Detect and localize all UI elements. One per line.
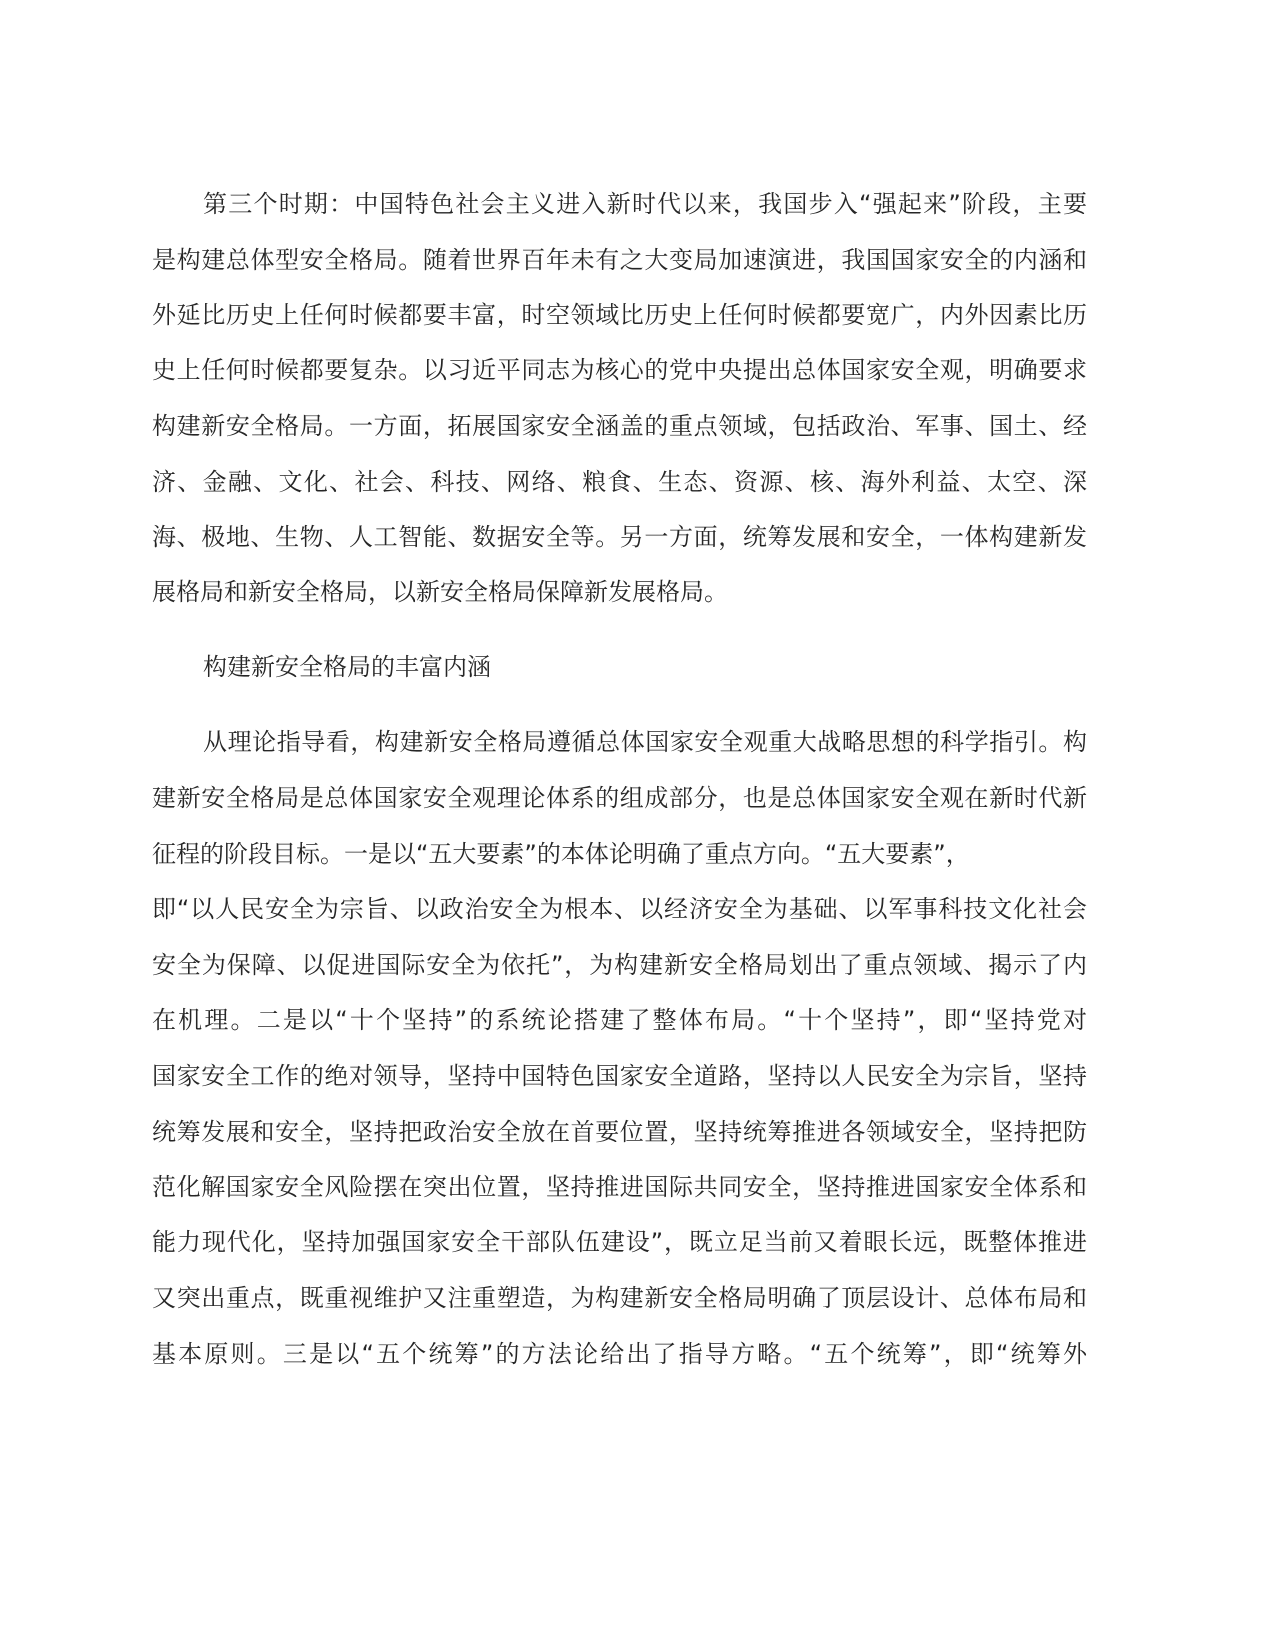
paragraph-line: 在机理。二是以“十个坚持”的系统论搭建了整体布局。“十个坚持”，即“坚持党对 [152,1006,1087,1034]
paragraph-line: 征程的阶段目标。一是以“五大要素”的本体论明确了重点方向。“五大要素”， [152,840,970,868]
paragraph-line: 又突出重点，既重视维护又注重塑造，为构建新安全格局明确了顶层设计、总体布局和 [152,1284,1087,1312]
paragraph-line: 展格局和新安全格局，以新安全格局保障新发展格局。 [152,578,728,606]
paragraph-line: 史上任何时候都要复杂。以习近平同志为核心的党中央提出总体国家安全观，明确要求 [152,356,1087,384]
section-heading: 构建新安全格局的丰富内涵 [203,653,491,681]
paragraph-line: 即“以人民安全为宗旨、以政治安全为根本、以经济安全为基础、以军事科技文化社会 [152,895,1087,923]
paragraph-line: 从理论指导看，构建新安全格局遵循总体国家安全观重大战略思想的科学指引。构 [203,728,1087,756]
paragraph-line: 安全为保障、以促进国际安全为依托”，为构建新安全格局划出了重点领域、揭示了内 [152,951,1087,979]
paragraph-line: 范化解国家安全风险摆在突出位置，坚持推进国际共同安全，坚持推进国家安全体系和 [152,1173,1087,1201]
paragraph-line: 统筹发展和安全，坚持把政治安全放在首要位置，坚持统筹推进各领域安全，坚持把防 [152,1118,1087,1146]
paragraph-line: 基本原则。三是以“五个统筹”的方法论给出了指导方略。“五个统筹”，即“统筹外 [152,1340,1087,1368]
paragraph-line: 外延比历史上任何时候都要丰富，时空领域比历史上任何时候都要宽广，内外因素比历 [152,301,1087,329]
paragraph-line: 构建新安全格局。一方面，拓展国家安全涵盖的重点领域，包括政治、军事、国土、经 [152,412,1087,440]
paragraph-line: 第三个时期：中国特色社会主义进入新时代以来，我国步入“强起来”阶段，主要 [203,190,1087,218]
paragraph-line: 建新安全格局是总体国家安全观理论体系的组成部分，也是总体国家安全观在新时代新 [152,784,1087,812]
paragraph-line: 海、极地、生物、人工智能、数据安全等。另一方面，统筹发展和安全，一体构建新发 [152,523,1087,551]
paragraph-line: 国家安全工作的绝对领导，坚持中国特色国家安全道路，坚持以人民安全为宗旨，坚持 [152,1062,1087,1090]
paragraph-line: 能力现代化，坚持加强国家安全干部队伍建设”，既立足当前又着眼长远，既整体推进 [152,1228,1087,1256]
paragraph-line: 济、金融、文化、社会、科技、网络、粮食、生态、资源、核、海外利益、太空、深 [152,468,1087,496]
paragraph-line: 是构建总体型安全格局。随着世界百年未有之大变局加速演进，我国国家安全的内涵和 [152,246,1087,274]
